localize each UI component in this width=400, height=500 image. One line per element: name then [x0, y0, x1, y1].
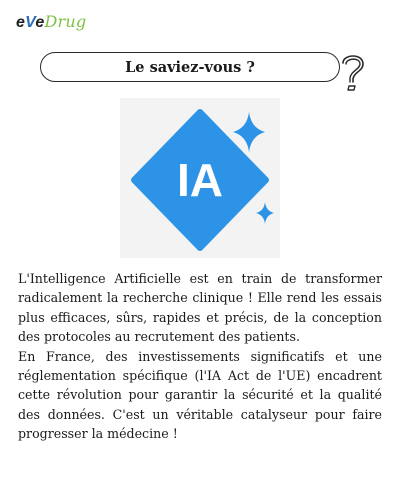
logo-letter-v: V	[25, 14, 36, 31]
sparkle-icon	[233, 112, 265, 152]
page-title: Le saviez-vous ?	[125, 58, 255, 76]
sparkle-small-icon	[256, 202, 274, 224]
logo-word-drug: Drug	[44, 12, 87, 31]
evedrug-logo	[16, 14, 86, 31]
logo-letter-e: e	[16, 14, 26, 31]
article-body	[18, 269, 382, 444]
logo-letter-e-second: e	[35, 14, 45, 31]
title-banner	[40, 52, 340, 82]
paragraph-france: En France, des investissements significatifs et une réglementation spécifique (l'IA Act de l'UE) encadrent cette révolution pour garantir la sécurité et la qualité des données. C'est un véritable catalyseur pour faire progresser la médecine !	[18, 348, 382, 442]
ia-label: IA	[177, 154, 223, 206]
question-mark-icon	[336, 50, 370, 94]
ai-illustration	[120, 98, 280, 258]
ia-diamond-graphic	[120, 98, 280, 258]
paragraph-intro: L'Intelligence Artificielle est en train de transformer radicalement la recherche clinique ! Elle rend les essais plus efficaces, sûrs, rapides et précis, de la conception des protocoles au recrutement des patients.	[18, 271, 382, 345]
